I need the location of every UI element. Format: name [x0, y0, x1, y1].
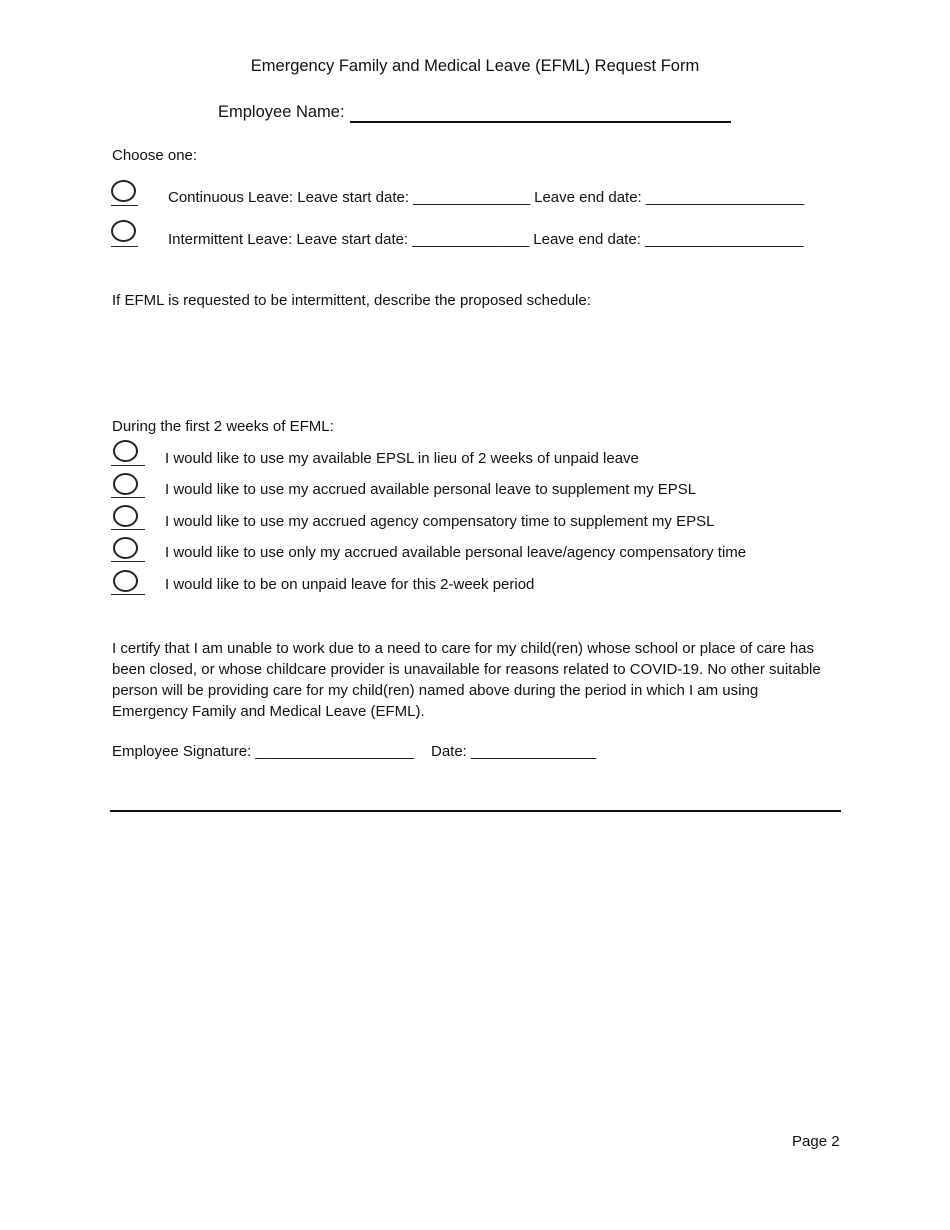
employee-signature-field[interactable]: Employee Signature: ___________________	[112, 743, 414, 760]
only-personal-comp-radio[interactable]	[113, 537, 138, 559]
certification-text: I certify that I am unable to work due to a need to care for my child(ren) whose school or place of care has been closed, or whose childcare provider is unavailable for reasons related to COVID-19. No other suitable person will be providing care for my child(ren) named above during the period in which I am using Emergency Family and Medical Leave (EFML).	[112, 640, 821, 720]
option-unpaid-leave: I would like to be on unpaid leave for this 2-week period	[165, 576, 535, 593]
signature-date-field[interactable]: Date: _______________	[431, 743, 597, 760]
bottom-divider	[110, 810, 841, 812]
continuous-leave-label: Continuous Leave: Leave start date: ______________ Leave end date: ___________________	[168, 189, 805, 206]
epsl-in-lieu-radio[interactable]	[113, 440, 138, 462]
employee-name-label: Employee Name:	[218, 103, 345, 121]
intermittent-leave-label: Intermittent Leave: Leave start date: ______________ Leave end date: ___________________	[168, 231, 804, 248]
schedule-prompt: If EFML is requested to be intermittent, describe the proposed schedule:	[112, 292, 591, 309]
continuous-leave-radio[interactable]	[111, 180, 136, 202]
radio-underline	[111, 246, 138, 247]
option-only-personal-comp: I would like to use only my accrued available personal leave/agency compensatory time	[165, 544, 747, 561]
option-personal-leave-supplement: I would like to use my accrued available personal leave to supplement my EPSL	[165, 481, 697, 498]
radio-underline	[111, 497, 145, 498]
intermittent-leave-radio[interactable]	[111, 220, 136, 242]
radio-underline	[111, 529, 145, 530]
option-epsl-in-lieu: I would like to use my available EPSL in lieu of 2 weeks of unpaid leave	[165, 450, 639, 467]
radio-underline	[111, 594, 145, 595]
radio-underline	[111, 205, 138, 206]
first-two-weeks-prompt: During the first 2 weeks of EFML:	[112, 418, 334, 435]
radio-underline	[111, 465, 145, 466]
comp-time-supplement-radio[interactable]	[113, 505, 138, 527]
schedule-description-area[interactable]	[112, 318, 832, 408]
unpaid-leave-radio[interactable]	[113, 570, 138, 592]
personal-leave-supplement-radio[interactable]	[113, 473, 138, 495]
page-number: Page 2	[792, 1133, 840, 1150]
radio-underline	[111, 561, 145, 562]
option-comp-time-supplement: I would like to use my accrued agency compensatory time to supplement my EPSL	[165, 513, 715, 530]
choose-one-label: Choose one:	[112, 147, 198, 164]
employee-name-field[interactable]	[350, 121, 731, 123]
form-title: Emergency Family and Medical Leave (EFML) Request Form	[250, 57, 700, 75]
